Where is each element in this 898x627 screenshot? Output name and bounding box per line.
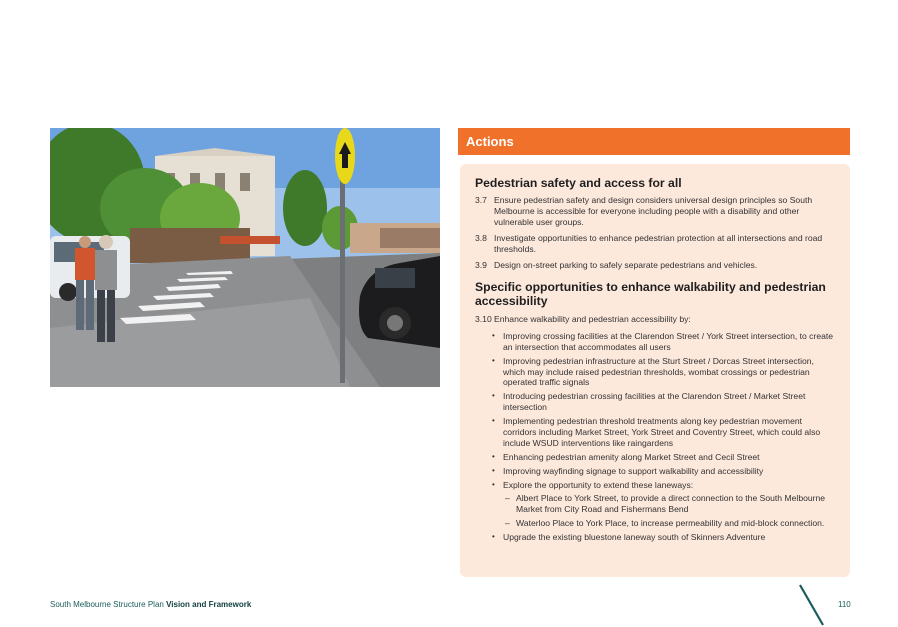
list-item: • Improving pedestrian infrastructure at the Sturt Street / Dorcas Street intersection, which may include raised pedestrian thresholds, wombat crossings or pedestrian operated traffic signals xyxy=(492,356,836,388)
action-number: 3.9 xyxy=(475,260,487,270)
walkability-bullet-list xyxy=(475,331,836,543)
footer-doc-section: Vision and Framework xyxy=(166,600,252,609)
action-text: Enhance walkability and pedestrian accessibility by: xyxy=(494,314,691,324)
action-text: Ensure pedestrian safety and design considers universal design principles so South Melbourne is accessible for everyone including people with a disability and other vulnerable user groups. xyxy=(494,195,813,227)
list-item: • Enhancing pedestrian amenity along Market Street and Cecil Street xyxy=(492,452,836,463)
action-number: 3.8 xyxy=(475,233,487,243)
list-item: • Improving crossing facilities at the Clarendon Street / York Street intersection, to create an intersection that accommodates all users xyxy=(492,331,836,353)
action-item-3-9 xyxy=(475,260,836,271)
actions-panel xyxy=(460,164,850,577)
list-item: • Upgrade the existing bluestone laneway south of Skinners Adventure xyxy=(492,532,836,543)
action-number: 3.7 xyxy=(475,195,487,205)
page-number: 110 xyxy=(838,600,851,609)
laneway-sub-list xyxy=(503,493,836,528)
sub-list-item: – Albert Place to York Street, to provide a direct connection to the South Melbourne Market from City Road and Fishermans Bend xyxy=(505,493,836,515)
action-text: Investigate opportunities to enhance pedestrian protection at all intersections and road thresholds. xyxy=(494,233,823,254)
list-item-laneways xyxy=(492,480,836,529)
footer-doc-title: South Melbourne Structure Plan xyxy=(50,600,167,609)
street-crossing-photo xyxy=(50,128,440,387)
section-heading-pedestrian-safety: Pedestrian safety and access for all xyxy=(475,176,682,190)
list-item: • Improving wayfinding signage to support walkability and accessibility xyxy=(492,466,836,477)
action-item-3-7 xyxy=(475,195,836,228)
list-item-text: Explore the opportunity to extend these laneways: xyxy=(503,479,694,490)
actions-header-label: Actions xyxy=(466,134,514,149)
actions-header xyxy=(458,128,850,155)
list-item: • Introducing pedestrian crossing facilities at the Clarendon Street / Market Street intersection xyxy=(492,391,836,413)
action-text: Design on-street parking to safely separate pedestrians and vehicles. xyxy=(494,260,758,270)
section-heading-walkability: Specific opportunities to enhance walkability and pedestrian accessibility xyxy=(475,280,826,308)
footer-document-title xyxy=(50,600,251,609)
sub-list-item: – Waterloo Place to York Place, to increase permeability and mid-block connection. xyxy=(505,518,836,529)
decorative-diagonal-line xyxy=(797,583,827,627)
action-item-3-10 xyxy=(475,314,836,325)
action-item-3-8 xyxy=(475,233,836,255)
list-item: • Implementing pedestrian threshold treatments along key pedestrian movement corridors including Market Street, York Street and Coventry Street, which could also include WSUD interventions like raingardens xyxy=(492,416,836,448)
action-number: 3.10 xyxy=(475,314,492,324)
